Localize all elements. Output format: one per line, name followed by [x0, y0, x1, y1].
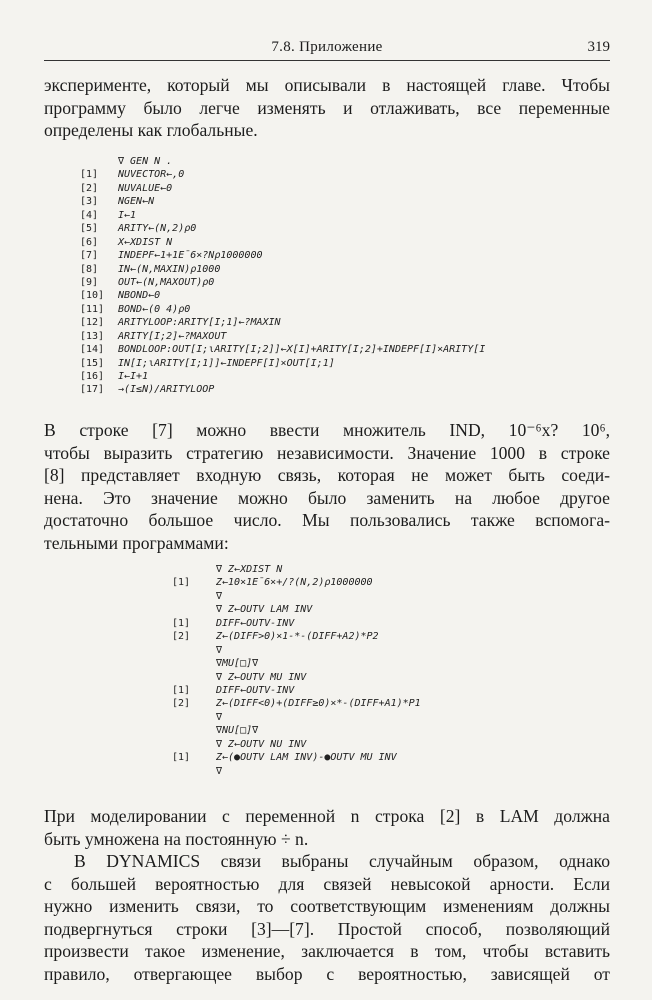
- code-text: ∇ Z←OUTV MU INV: [216, 671, 307, 683]
- code-line: [172, 724, 421, 737]
- code-line: [172, 711, 421, 724]
- code-line: [172, 684, 421, 697]
- code-text: NGEN←N: [118, 196, 155, 208]
- line-number: [11]: [80, 303, 105, 315]
- page-number: 319: [587, 39, 610, 55]
- code-text: ARITYLOOP:ARITY[I;1]←?MAXIN: [118, 317, 281, 329]
- text-line: нужно изменить связи, то соответствующим изменениям должны: [44, 896, 610, 916]
- code-text: INDEPF←1+1E¯6×?Nρ1000000: [118, 250, 263, 262]
- code-text: ∇: [216, 644, 223, 656]
- code-line: [172, 563, 421, 576]
- code-text: X←XDIST N: [118, 236, 173, 248]
- code-text: ∇MU[□]∇: [216, 658, 259, 670]
- line-number: [5]: [80, 223, 99, 235]
- line-number: [8]: [80, 263, 99, 275]
- code-line: [172, 765, 421, 778]
- text-line: При моделировании с переменной n строка [2] в LAM должна: [44, 806, 610, 826]
- text-line: В DYNAMICS связи выбраны случайным образом, однако: [74, 851, 610, 871]
- code-line: [172, 630, 421, 643]
- code-line: [80, 370, 485, 383]
- line-number: [1]: [172, 684, 191, 696]
- code-text: ARITY[I;2]←?MAXOUT: [118, 330, 227, 342]
- paragraph-variable-n: [44, 805, 610, 850]
- code-text: ∇: [216, 711, 223, 723]
- code-text: NUVALUE←0: [118, 182, 173, 194]
- code-text: OUT←(N,MAXOUT)ρ0: [118, 276, 215, 288]
- code-line: [172, 644, 421, 657]
- code-text: ∇NU[□]∇: [216, 725, 259, 737]
- line-number: [4]: [80, 209, 99, 221]
- code-line: [172, 617, 421, 630]
- code-text: I←I+1: [118, 371, 149, 382]
- text-line: достаточно большое число. Мы пользовались также вспомога-: [44, 510, 610, 530]
- line-number: [15]: [80, 357, 105, 369]
- code-text: ∇: [216, 590, 223, 602]
- paragraph-ind-multiplier: [44, 419, 610, 554]
- code-line: [80, 222, 485, 235]
- line-number: [2]: [80, 182, 99, 194]
- text-line: произвести такое изменение, заключается в том, чтобы вставить: [44, 941, 610, 961]
- paragraph-dynamics: [44, 850, 610, 985]
- text-line: В строке [7] можно ввести множитель IND, 10⁻⁶x? 10⁶,: [44, 420, 610, 440]
- code-text: →(I≤N)/ARITYLOOP: [118, 384, 215, 396]
- running-header: [44, 38, 610, 61]
- text-line: тельными программами:: [44, 532, 229, 553]
- code-listing-gen: [80, 155, 485, 397]
- code-line: [172, 603, 421, 616]
- line-number: [13]: [80, 330, 105, 342]
- text-line: [8] представляет входную связь, которая не может быть соеди-: [44, 465, 610, 485]
- code-text: ∇: [216, 765, 223, 777]
- code-line: [172, 697, 421, 710]
- code-text: I←1: [118, 209, 137, 221]
- line-number: [16]: [80, 371, 105, 382]
- code-line: [80, 289, 485, 302]
- code-line: [80, 276, 485, 289]
- code-text: Z←10×1E¯6×+/?(N,2)ρ1000000: [216, 577, 373, 589]
- code-text: IN←(N,MAXIN)ρ1000: [118, 263, 221, 275]
- code-text: BONDLOOP:OUT[I;⍳ARITY[I;2]]←X[I]+ARITY[I;2]+INDEPF[I]×ARITY[I: [118, 344, 486, 356]
- text-line: чтобы выразить стратегию независимости. Значение 1000 в строке: [44, 442, 610, 463]
- line-number: [12]: [80, 317, 105, 329]
- line-number: [1]: [172, 752, 191, 764]
- text-line: программу было легче изменять и отлаживать, все переменные: [44, 97, 610, 118]
- line-number: [10]: [80, 290, 105, 302]
- code-text: Z←(DIFF>0)×1-*-(DIFF+A2)*P2: [216, 631, 379, 643]
- code-line: [80, 316, 485, 329]
- line-number: [17]: [80, 384, 105, 396]
- line-number: [14]: [80, 344, 105, 356]
- code-line: [80, 303, 485, 316]
- code-line: [80, 249, 485, 262]
- line-number: [2]: [172, 698, 191, 710]
- code-text: DIFF←OUTV-INV: [216, 617, 295, 629]
- code-line: [172, 576, 421, 589]
- text-line: эксперименте, который мы описывали в настоящей главе. Чтобы: [44, 75, 610, 95]
- code-line: [172, 590, 421, 603]
- code-line: [80, 263, 485, 276]
- code-text: DIFF←OUTV-INV: [216, 684, 295, 696]
- code-line: [80, 383, 485, 396]
- code-line: [80, 182, 485, 195]
- line-number: [7]: [80, 250, 99, 262]
- line-number: [3]: [80, 196, 99, 208]
- line-number: [1]: [80, 169, 99, 181]
- code-line: [80, 330, 485, 343]
- code-line: [80, 155, 485, 168]
- code-line: [80, 209, 485, 222]
- text-line: определены как глобальные.: [44, 120, 258, 140]
- text-line: правило, отвергающее выбор с вероятностью, зависящей от: [44, 963, 610, 984]
- text-line: подвергнуться строки [3]—[7]. Простой способ, позволяющий: [44, 918, 610, 939]
- section-title: 7.8. Приложение: [271, 39, 383, 55]
- code-line: [172, 671, 421, 684]
- text-line: быть умножена на постоянную ÷ n.: [44, 828, 309, 849]
- text-line: с большей вероятностью для связей невысокой арности. Если: [44, 873, 610, 894]
- line-number: [1]: [172, 577, 191, 589]
- code-line: [80, 236, 485, 249]
- line-number: [6]: [80, 236, 99, 248]
- code-line: [172, 751, 421, 764]
- code-text: ∇ Z←XDIST N: [216, 564, 283, 575]
- code-text: BOND←(0 4)ρ0: [118, 303, 191, 315]
- code-text: Z←(●OUTV LAM INV)-●OUTV MU INV: [216, 752, 397, 764]
- code-listing-helpers: [172, 563, 421, 778]
- code-line: [80, 357, 485, 370]
- text-line: нена. Это значение можно было заменить на любое другое: [44, 487, 610, 508]
- intro-paragraph: [44, 74, 610, 142]
- code-line: [80, 343, 485, 356]
- code-line: [80, 168, 485, 181]
- code-text: NBOND←0: [118, 290, 161, 302]
- code-text: ARITY←(N,2)ρ0: [118, 223, 197, 235]
- code-text: NUVECTOR←,0: [118, 169, 185, 181]
- line-number: [2]: [172, 631, 191, 643]
- line-number: [1]: [172, 617, 191, 629]
- code-text: Z←(DIFF<0)+(DIFF≥0)×*-(DIFF+A1)*P1: [216, 698, 421, 710]
- code-line: [80, 195, 485, 208]
- line-number: [9]: [80, 276, 99, 288]
- code-text: ∇ GEN N .: [118, 156, 173, 167]
- code-text: ∇ Z←OUTV NU INV: [216, 738, 307, 750]
- code-line: [172, 657, 421, 670]
- code-text: IN[I;⍳ARITY[I;1]]←INDEPF[I]×OUT[I;1]: [118, 357, 335, 369]
- code-text: ∇ Z←OUTV LAM INV: [216, 604, 313, 616]
- code-line: [172, 738, 421, 751]
